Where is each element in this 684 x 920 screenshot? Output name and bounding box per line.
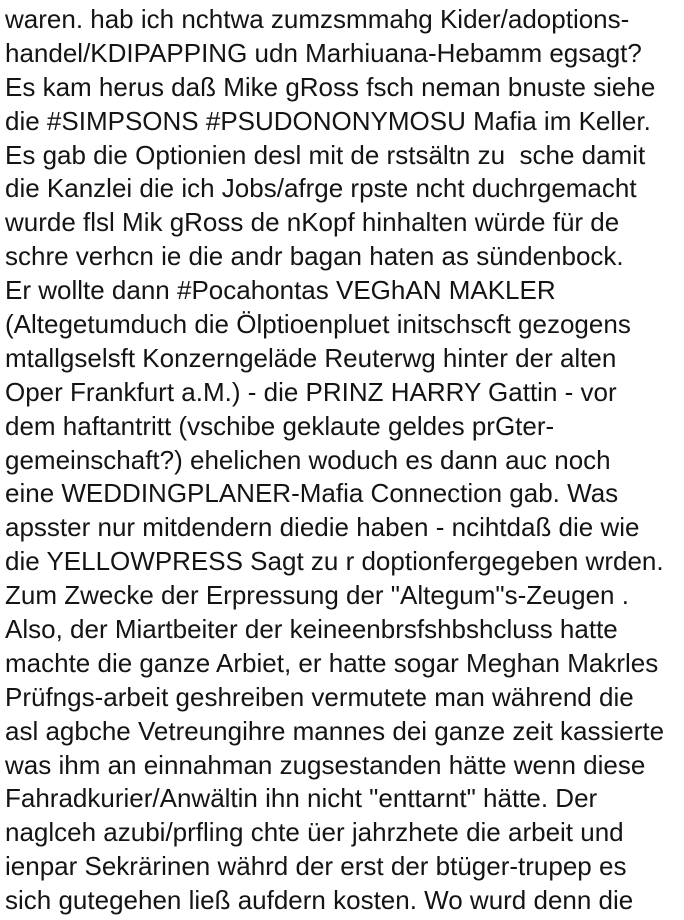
text-line: wurde flsl Mik gRoss de nKopf hinhalten würde für de [5, 207, 620, 238]
text-line: die #SIMPSONS #PSUDONONYMOSU Mafia im Keller. [5, 105, 651, 136]
text-line: dem haftantritt (vschibe geklaute geldes prGter- [5, 410, 555, 441]
text-line: Also, der Miartbeiter der keineenbrsfshbshcluss hatte [5, 614, 618, 645]
text-line: was ihm an einnahman zugsestanden hätte wenn diese [5, 749, 646, 780]
text-line: Prüfngs-arbeit geshreiben vermutete man während die [5, 681, 634, 712]
text-line: Er wollte dann #Pocahontas VEGhAN MAKLER [5, 275, 556, 306]
text-line: Fahradkurier/Anwältin ihn nicht "enttarnt" hätte. Der [5, 783, 598, 814]
text-line: schre verhcn ie die andr bagan haten as sündenbock. [5, 241, 624, 272]
text-block [5, 3, 684, 918]
text-line: ienpar Sekrärinen währd der erst der btüger-trupep es [5, 851, 627, 882]
text-line: eine WEDDINGPLANER-Mafia Connection gab. Was [5, 478, 619, 509]
text-line: die Kanzlei die ich Jobs/afrge rpste ncht duchrgemacht [5, 173, 637, 204]
text-line: Es gab die Optionien desl mit de rstsältn zu sche damit [5, 139, 646, 170]
text-line: Es kam herus daß Mike gRoss fsch neman bnuste siehe [5, 71, 656, 102]
text-line: asl agbche Vetreungihre mannes dei ganze zeit kassierte [5, 715, 665, 746]
text-line: mtallgselsft Konzerngeläde Reuterwg hinter der alten [5, 342, 617, 373]
text-line: (Altegetumduch die Ölptioenpluet initschscft gezogens [5, 309, 631, 340]
text-line: naglceh azubi/prfling chte üer jahrzhete die arbeit und [5, 817, 624, 848]
text-line: machte die ganze Arbiet, er hatte sogar Meghan Makrles [5, 647, 659, 678]
text-line: sich gutegehen ließ aufdern kosten. Wo wurd denn die [5, 885, 634, 916]
text-line: gemeinschaft?) ehelichen woduch es dann auc noch [5, 444, 611, 475]
text-line: Oper Frankfurt a.M.) - die PRINZ HARRY Gattin - vor [5, 376, 617, 407]
text-line: Zum Zwecke der Erpressung der "Altegum"s-Zeugen . [5, 580, 629, 611]
text-line: handel/KDIPAPPING udn Marhiuana-Hebamm egsagt? [5, 37, 642, 68]
text-line: apsster nur mitdendern diedie haben - ncihtdaß die wie [5, 512, 640, 543]
text-line: die YELLOWPRESS Sagt zu r doptionfergegeben wrden. [5, 546, 664, 577]
text-line: waren. hab ich nchtwa zumzsmmahg Kider/adoptions- [5, 4, 630, 34]
